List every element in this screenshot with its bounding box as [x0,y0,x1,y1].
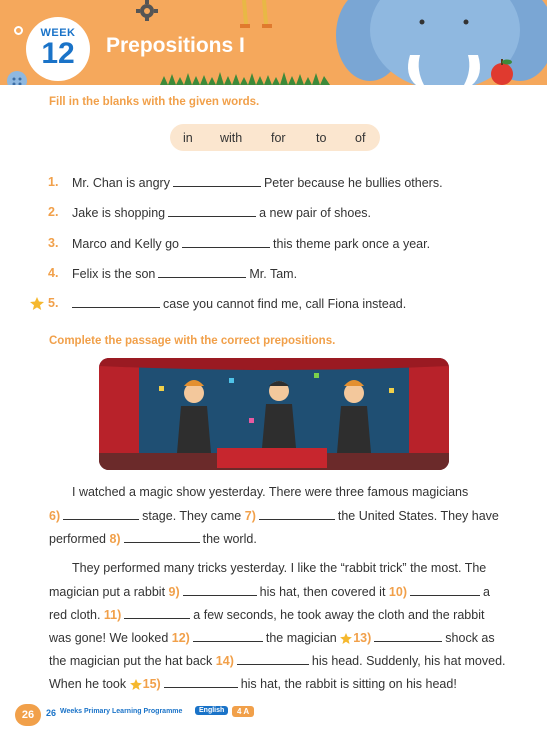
blank-number: 7) [244,509,256,523]
question-number: 1. [48,175,59,189]
question-row [30,296,530,314]
answer-blank[interactable] [124,607,190,619]
passage-text: the United States. They have [337,509,499,523]
answer-blank[interactable] [63,508,139,520]
blank-number: 9) [168,585,180,599]
passage-text: was gone! We looked [49,631,169,645]
button-icon [6,70,28,85]
answer-blank[interactable] [183,584,257,596]
passage-line [49,676,509,691]
passage-text: red cloth. [49,608,101,622]
blank-number: 10) [388,585,407,599]
passage-text: the magician [265,631,337,645]
question-text: Felix is the son [72,267,156,281]
passage-text: performed [49,532,106,546]
answer-blank[interactable] [72,296,160,308]
week-label: WEEK [40,27,76,39]
magic-show-illustration [99,358,449,470]
answer-blank[interactable] [124,531,200,543]
question-text: Peter because he bullies others. [263,176,443,190]
passage-text: his hat, the rabbit is sitting on his head! [240,677,457,691]
question-number: 5. [48,296,59,310]
passage-text: a few seconds, he took away the cloth and the rabbit [193,608,485,622]
blank-number: 15) [142,677,161,691]
star-icon [130,679,142,690]
passage-text: stage. They came [142,509,242,523]
subject-badge: English [195,706,228,715]
question-number: 2. [48,205,59,219]
page-number: 26 [15,704,41,726]
passage-text: a [483,585,490,599]
passage-line [49,531,509,546]
passage-line [49,508,509,523]
brand-logo: 26 [46,708,57,718]
star-icon [30,297,44,310]
header-ring-decoration [14,26,23,35]
question-row [30,205,530,223]
question-row [30,236,530,254]
gear-icon [133,0,161,22]
page-header [0,0,547,85]
week-number: 12 [41,37,75,70]
page-footer [0,700,547,736]
answer-blank[interactable] [259,508,335,520]
passage-line [49,630,509,645]
word-bank-item: with [220,131,243,145]
passage-line [49,584,509,599]
word-bank [170,124,380,151]
blank-number: 8) [109,532,121,546]
question-text: Marco and Kelly go [72,237,180,251]
blank-number: 6) [49,509,61,523]
page-title: Prepositions I [106,34,245,57]
passage-text: They performed many tricks yesterday. I like the “rabbit trick” the most. The [72,561,487,575]
passage-line [49,653,509,668]
question-text: this theme park once a year. [273,237,431,251]
blank-number: 11) [103,608,122,622]
elephant-illustration [330,0,547,85]
passage-text: the world. [202,532,257,546]
passage-text: I watched a magic show yesterday. There were three famous magicians [72,485,469,499]
week-badge [26,17,90,81]
answer-blank[interactable] [182,236,270,248]
star-icon [340,633,352,644]
passage-line [72,561,532,575]
blank-number: 12) [171,631,190,645]
blank-number: 13) [353,631,372,645]
word-bank-item: to [316,131,327,145]
question-text: Mr. Tam. [249,267,298,281]
question-row [30,175,530,193]
answer-blank[interactable] [158,266,246,278]
answer-blank[interactable] [374,630,442,642]
passage-line [72,485,532,499]
question-text: Jake is shopping [72,206,166,220]
passage-text: magician put a rabbit [49,585,166,599]
answer-blank[interactable] [168,205,256,217]
answer-blank[interactable] [193,630,263,642]
question-number: 4. [48,266,59,280]
answer-blank[interactable] [164,676,238,688]
toy-legs-decoration [236,0,276,30]
passage-line [49,607,509,622]
question-text: Mr. Chan is angry [72,176,170,190]
passage-text: the magician put the hat back [49,654,213,668]
passage-text: When he took [49,677,127,691]
passage-text: his head. Suddenly, his hat moved. [311,654,506,668]
question-row [30,266,530,284]
answer-blank[interactable] [410,584,480,596]
question-text: a new pair of shoes. [259,206,371,220]
word-bank-item: in [183,131,193,145]
question-text: case you cannot find me, call Fiona instead. [163,297,407,311]
programme-name: Weeks Primary Learning Programme [60,708,183,715]
answer-blank[interactable] [237,653,309,665]
word-bank-item: for [271,131,286,145]
grass-decoration [160,66,330,85]
word-bank-item: of [355,131,366,145]
question-number: 3. [48,236,59,250]
passage-text: shock as [445,631,495,645]
blank-number: 14) [215,654,234,668]
answer-blank[interactable] [173,175,261,187]
grade-badge: 4 A [232,706,254,717]
section1-heading: Fill in the blanks with the given words. [49,96,260,108]
passage-text: his hat, then covered it [259,585,386,599]
section2-heading: Complete the passage with the correct prepositions. [49,335,336,347]
